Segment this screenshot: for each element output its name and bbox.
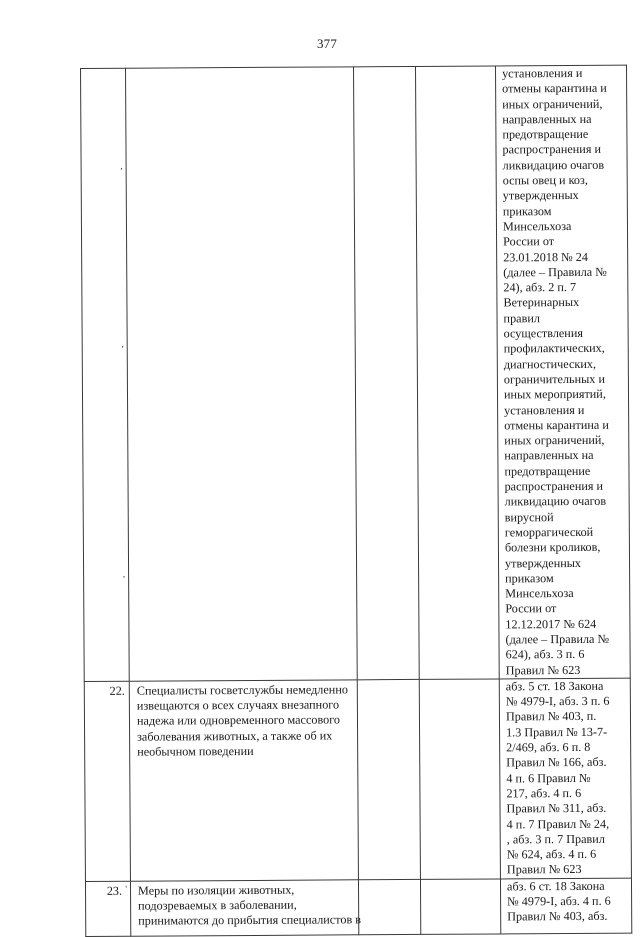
- scan-mark: ': [125, 883, 128, 894]
- reference-line: Правил № 623: [506, 862, 582, 877]
- reference-line: распространения и: [504, 478, 604, 494]
- requirement-cell: [126, 67, 358, 681]
- reference-line: утвержденных: [502, 188, 579, 203]
- reference-line: (далее – Правила №: [505, 631, 610, 647]
- reference-line: осуществления: [503, 325, 583, 341]
- reference-line: Правил № 403, абз.: [507, 909, 608, 924]
- reference-line: утвержденных: [504, 555, 582, 570]
- row-number-cell: [85, 881, 130, 936]
- reference-line: ограничительных и: [503, 371, 605, 387]
- reference-line: иных ограничений,: [502, 96, 603, 112]
- reference-line: № 624, абз. 4 п. 6: [506, 847, 597, 862]
- reference-line: 4 п. 6 Правил №: [506, 770, 591, 786]
- reference-line: профилактических,: [503, 341, 605, 356]
- scan-mark: ,: [121, 338, 124, 349]
- requirement-line: принимаются до прибытия специалистов в: [138, 912, 362, 928]
- requirement-cell: [129, 680, 358, 881]
- reference-line: установления и: [501, 65, 583, 81]
- reference-cell: [499, 678, 631, 879]
- empty-cell: [353, 66, 419, 679]
- page-number: 377: [316, 36, 338, 51]
- reference-line: России от: [503, 234, 555, 249]
- requirement-line: извещаются о всех случаях внезапного: [136, 697, 340, 713]
- reference-line: отмены карантина и: [504, 417, 609, 433]
- empty-cell: [358, 879, 420, 934]
- reference-line: 24), абз. 2 п. 7: [503, 280, 577, 295]
- requirement-line: необычном поведении: [137, 744, 254, 759]
- reference-line: вирусной: [504, 509, 554, 525]
- reference-line: отмены карантина и: [502, 81, 607, 96]
- scan-mark: ,: [122, 568, 126, 579]
- requirement-line: Специалисты госветслужбы немедленно: [136, 682, 348, 698]
- row-number: 23.: [106, 883, 123, 898]
- reference-line: 2/469, абз. 6 п. 8: [506, 739, 591, 755]
- reference-line: Правил № 311, абз.: [506, 801, 607, 816]
- reference-line: (далее – Правила №: [503, 264, 607, 280]
- row-number-cell: [81, 68, 130, 681]
- reference-cell: [495, 65, 630, 679]
- table-row-continuation: [81, 65, 631, 681]
- reference-line: предотвращение: [502, 127, 589, 142]
- reference-line: Правил № 166, абз.: [506, 755, 607, 770]
- requirement-line: Меры по изоляции животных,: [137, 882, 295, 898]
- table-row-23: [85, 878, 631, 936]
- reference-line: болезни кроликов,: [504, 540, 601, 555]
- reference-line: Минсельхоза: [505, 586, 574, 601]
- reference-line: диагностических,: [503, 356, 597, 372]
- reference-line: геморрагической: [504, 524, 594, 540]
- reference-line: 4 п. 7 Правил № 24,: [506, 816, 610, 831]
- reference-line: Ветеринарных: [503, 295, 580, 310]
- reference-line: приказом: [502, 203, 552, 219]
- reference-line: 12.12.2017 № 624: [505, 616, 597, 632]
- row-number-cell: 22.: [84, 681, 130, 881]
- reference-line: , абз. 3 п. 7 Правил: [506, 831, 605, 847]
- empty-cell: [419, 679, 500, 879]
- reference-line: № 4979-I, абз. 3 п. 6: [505, 693, 610, 709]
- reference-line: 23.01.2018 № 24: [503, 249, 588, 264]
- reference-line: распространения и: [502, 142, 602, 157]
- reference-line: Правил № 403, п.: [505, 709, 597, 724]
- reference-line: установления и: [504, 402, 585, 417]
- requirement-cell: [130, 880, 362, 936]
- reference-line: направленных на: [504, 448, 594, 463]
- reference-line: оспы овец и коз,: [502, 172, 588, 188]
- reference-line: 1.3 Правил № 13-7-: [506, 724, 608, 740]
- requirement-line: надежа или одновременного массового: [136, 712, 341, 729]
- reference-line: 217, абз. 4 п. 6: [506, 785, 582, 801]
- reference-line: направленных на: [502, 111, 592, 127]
- reference-line: абз. 5 ст. 18 Закона: [505, 678, 604, 694]
- reference-line: России от: [505, 601, 557, 616]
- empty-cell: [415, 66, 499, 679]
- regulation-table: [80, 65, 632, 937]
- requirement-line: заболевания животных, а также об их: [137, 728, 333, 744]
- reference-line: ликвидацию очагов: [502, 157, 605, 173]
- table-row-22: [84, 678, 631, 881]
- reference-line: предотвращение: [504, 463, 591, 479]
- reference-line: Правил № 623: [505, 662, 581, 677]
- scan-mark: ,: [120, 160, 123, 171]
- reference-cell: [500, 878, 631, 934]
- reference-line: иных мероприятий,: [503, 387, 606, 402]
- requirement-line: подозреваемых в заболевании,: [138, 897, 297, 913]
- reference-line: абз. 6 ст. 18 Закона: [506, 878, 605, 894]
- reference-line: правил: [503, 310, 540, 326]
- reference-line: приказом: [505, 570, 554, 586]
- reference-line: 624), абз. 3 п. 6: [505, 647, 585, 662]
- reference-line: № 4979-I, абз. 4 п. 6: [507, 893, 611, 909]
- reference-line: иных ограничений,: [504, 432, 605, 448]
- empty-cell: [357, 679, 420, 879]
- reference-line: ликвидацию очагов: [504, 494, 607, 509]
- empty-cell: [420, 879, 500, 934]
- reference-line: Минсельхоза: [502, 218, 572, 234]
